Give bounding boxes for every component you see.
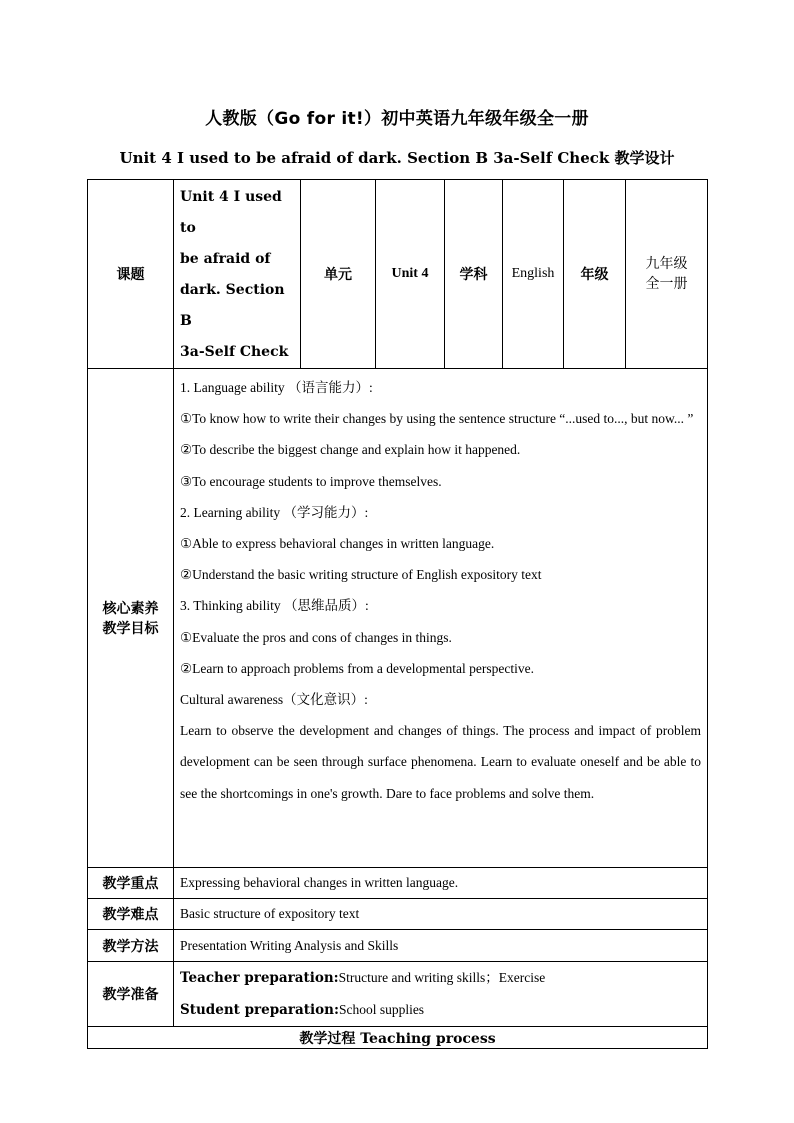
teacher-preparation-value: Structure and writing skills；Exercise — [338, 970, 546, 985]
objectives-label-line: 教学目标 — [102, 621, 159, 637]
grade-label: 年级 — [564, 180, 626, 369]
objective-line: ①Evaluate the pros and cons of changes in things. — [180, 629, 452, 645]
objective-line: ②To describe the biggest change and explain how it happened. — [180, 442, 521, 458]
difficulties-value: Basic structure of expository text — [174, 899, 708, 930]
student-preparation-label: Student preparation: — [180, 1002, 339, 1018]
document-subtitle: Unit 4 I used to be afraid of dark. Section B 3a-Self Check 教学设计 — [119, 149, 675, 167]
teacher-preparation — [180, 962, 701, 994]
methods-label: 教学方法 — [88, 930, 174, 962]
difficulties-row — [88, 899, 708, 930]
methods-row — [88, 930, 708, 962]
objective-line: ①To know how to write their changes by using the sentence structure “...used to..., but now... ” — [180, 411, 694, 427]
objectives-content — [174, 369, 708, 868]
topic-value — [174, 180, 301, 369]
grade-line: 九年级 — [645, 256, 688, 272]
teaching-process-header: 教学过程 Teaching process — [88, 1027, 708, 1049]
methods-value: Presentation Writing Analysis and Skills — [174, 930, 708, 962]
unit-label: 单元 — [301, 180, 376, 369]
difficulties-label: 教学难点 — [88, 899, 174, 930]
objective-line: Learn to observe the development and changes of things. The process and impact of problem development can be seen through surface phenomena. Learn to evaluate oneself and be able to see the shortcomings in one's growth. Dare to face problems and solve them. — [180, 723, 701, 801]
key-points-label: 教学重点 — [88, 868, 174, 899]
key-points-row — [88, 868, 708, 899]
objective-line: 2. Learning ability （学习能力）: — [180, 504, 369, 520]
objectives-label-line: 核心素养 — [102, 601, 159, 617]
objectives-row — [88, 369, 708, 868]
key-points-value: Expressing behavioral changes in written language. — [174, 868, 708, 899]
objective-line: 1. Language ability （语言能力）: — [180, 380, 373, 395]
objective-line: ①Able to express behavioral changes in written language. — [180, 536, 495, 552]
grade-value — [626, 180, 708, 369]
student-preparation — [180, 994, 701, 1026]
subject-label: 学科 — [445, 180, 503, 369]
objective-line: 3. Thinking ability （思维品质）: — [180, 598, 369, 614]
topic-line: be afraid of — [180, 251, 271, 267]
subject-value: English — [503, 180, 564, 369]
teacher-preparation-label: Teacher preparation: — [180, 970, 339, 986]
student-preparation-value: School supplies — [338, 1002, 425, 1017]
objective-line: ②Learn to approach problems from a developmental perspective. — [180, 660, 534, 676]
objective-line: ②Understand the basic writing structure of English expository text — [180, 567, 542, 583]
document-title: 人教版（Go for it!）初中英语九年级年级全一册 — [205, 109, 589, 129]
unit-value: Unit 4 — [376, 180, 445, 369]
topic-line: Unit 4 I used to — [180, 189, 282, 236]
preparation-row — [88, 962, 708, 1027]
grade-line: 全一册 — [645, 276, 688, 292]
preparation-label: 教学准备 — [88, 962, 174, 1027]
topic-label: 课题 — [88, 180, 174, 369]
preparation-value — [174, 962, 708, 1027]
topic-line: dark. Section B — [180, 282, 285, 329]
objective-line: Cultural awareness（文化意识）: — [180, 692, 368, 708]
topic-line: 3a-Self Check — [180, 344, 289, 360]
lesson-plan-table — [87, 179, 708, 1049]
objectives-label — [88, 369, 174, 868]
objective-line: ③To encourage students to improve themselves. — [180, 473, 442, 489]
process-row — [88, 1027, 708, 1049]
info-row — [88, 180, 708, 369]
